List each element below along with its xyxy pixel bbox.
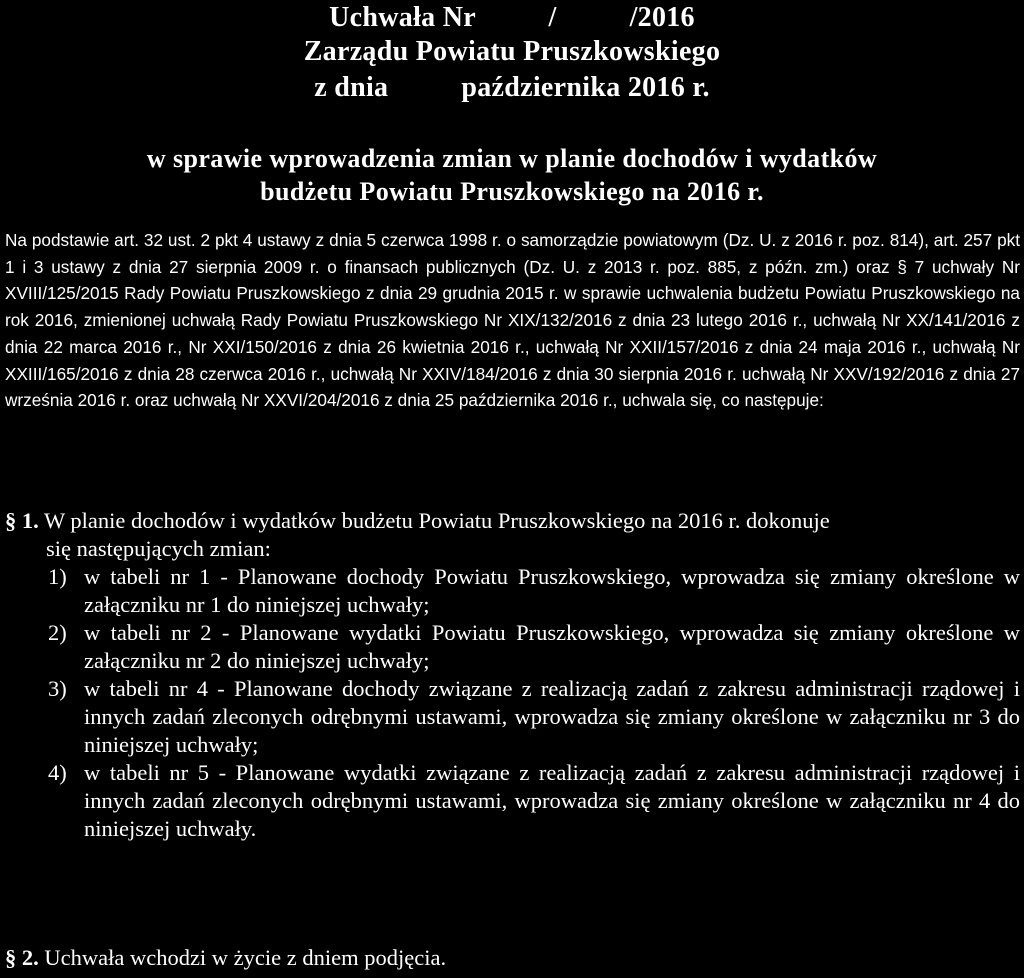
list-item-number: 3) xyxy=(48,676,67,701)
list-item xyxy=(5,563,1020,619)
list-item xyxy=(5,759,1020,843)
resolution-date: z dnia października 2016 r. xyxy=(314,72,710,103)
list-item-number: 4) xyxy=(48,760,67,785)
section-1 xyxy=(5,507,1020,843)
section-2-text: Uchwała wchodzi w życie z dniem podjęcia. xyxy=(44,945,447,970)
resolution-subject xyxy=(0,142,1024,208)
resolution-title: Uchwała Nr / /2016 xyxy=(329,2,695,33)
legal-basis-preamble: Na podstawie art. 32 ust. 2 pkt 4 ustawy z dnia 5 czerwca 1998 r. o samorządzie powiatowym (Dz. U. z 2016 r. poz. 814), art. 257 pkt 1 i 3 ustawy z dnia 27 sierpnia 2009 r. o finansach publicznych (Dz. U. z 2013 r. poz. 885, z późn. zm.) oraz § 7 uchwały Nr XVIII/125/2015 Rady Powiatu Pruszkowskiego z dnia 29 grudnia 2015 r. w sprawie uchwalenia budżetu Powiatu Pruszkowskiego na rok 2016, zmienionej uchwałą Rady Powiatu Pruszkowskiego Nr XIX/132/2016 z dnia 23 lutego 2016 r., uchwałą Nr XX/141/2016 z dnia 22 marca 2016 r., Nr XXI/150/2016 z dnia 26 kwietnia 2016 r., uchwałą Nr XXII/157/2016 z dnia 24 maja 2016 r., uchwałą Nr XXIII/165/2016 z dnia 28 czerwca 2016 r., uchwałą Nr XXIV/184/2016 z dnia 30 sierpnia 2016 r. uchwałą Nr XXV/192/2016 z dnia 27 września 2016 r. oraz uchwałą Nr XXVI/204/2016 z dnia 25 października 2016 r., uchwala się, co następuje: xyxy=(5,230,1020,411)
amendments-list xyxy=(5,563,1020,843)
list-item-text: w tabeli nr 4 - Planowane dochody związane z realizacją zadań z zakresu administracji rządowej i innych zadań zleconych odrębnymi ustawami, wprowadza się zmiany określone w załączniku nr 3 do niniejszej uchwały; xyxy=(84,676,1020,757)
list-item xyxy=(5,675,1020,759)
list-item-number: 1) xyxy=(48,564,67,589)
section-1-intro-text: W planie dochodów i wydatków budżetu Powiatu Pruszkowskiego na 2016 r. dokonuje xyxy=(43,508,830,533)
section-1-intro xyxy=(5,507,1020,535)
section-1-intro-continuation: się następujących zmian: xyxy=(46,536,271,561)
subject-line-1: w sprawie wprowadzenia zmian w planie dochodów i wydatków xyxy=(146,144,878,173)
list-item-number: 2) xyxy=(48,620,67,645)
issuing-body: Zarządu Powiatu Pruszkowskiego xyxy=(303,36,721,67)
list-item-text: w tabeli nr 1 - Planowane dochody Powiatu Pruszkowskiego, wprowadza się zmiany określone w załączniku nr 1 do niniejszej uchwały; xyxy=(84,564,1020,617)
list-item xyxy=(5,619,1020,675)
list-item-text: w tabeli nr 5 - Planowane wydatki związane z realizacją zadań z zakresu administracji rządowej i innych zadań zleconych odrębnymi ustawami, wprowadza się zmiany określone w załączniku nr 4 do niniejszej uchwały. xyxy=(84,760,1020,841)
section-2 xyxy=(5,944,1020,972)
list-item-text: w tabeli nr 2 - Planowane wydatki Powiatu Pruszkowskiego, wprowadza się zmiany określone w załączniku nr 2 do niniejszej uchwały; xyxy=(84,620,1020,673)
section-1-mark: § 1. xyxy=(5,508,39,533)
section-2-mark: § 2. xyxy=(5,945,39,970)
subject-line-2: budżetu Powiatu Pruszkowskiego na 2016 r. xyxy=(260,177,764,206)
